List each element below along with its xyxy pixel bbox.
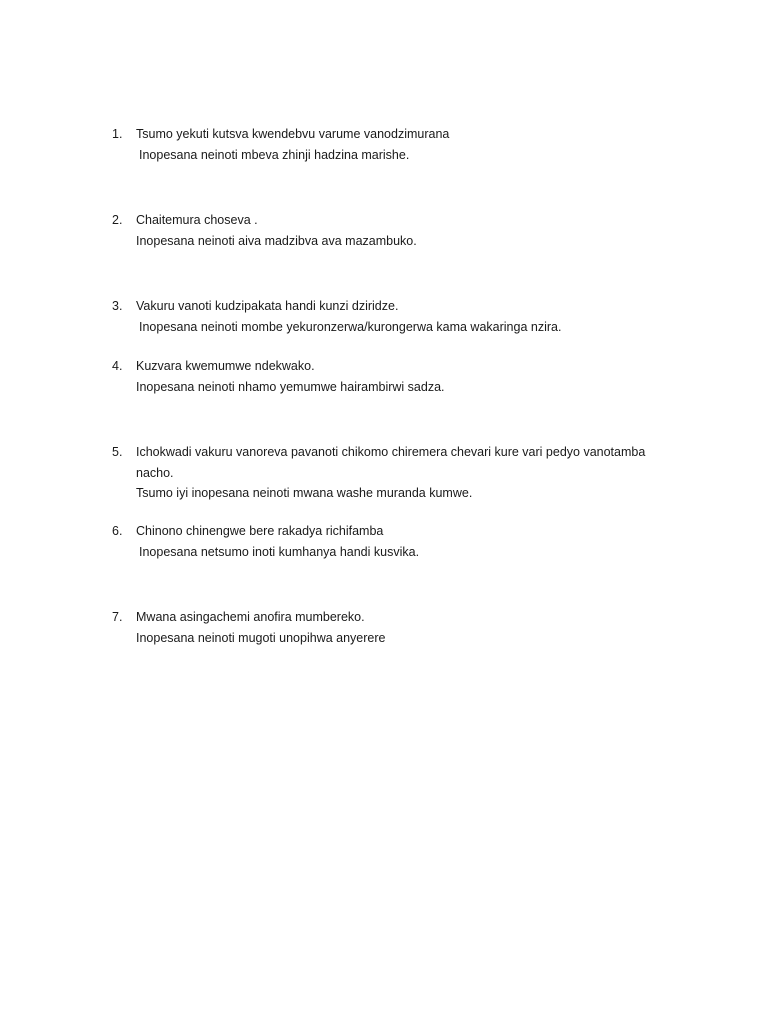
proverb-opposite: Tsumo iyi inopesana neinoti mwana washe muranda kumwe. [136, 486, 473, 500]
proverb-text: Ichokwadi vakuru vanoreva pavanoti chikomo chiremera chevari kure vari pedyo vanotamba [136, 445, 646, 459]
proverb-text: Vakuru vanoti kudzipakata handi kunzi dziridze. [136, 299, 399, 313]
item-number: 3. [112, 299, 123, 313]
item-number: 2. [112, 213, 123, 227]
proverb-text: Kuzvara kwemumwe ndekwako. [136, 359, 315, 373]
proverb-text: Chaitemura choseva . [136, 213, 258, 227]
proverb-text-continued: nacho. [136, 465, 174, 480]
item-number: 7. [112, 610, 123, 624]
proverb-opposite: Inopesana neinoti mugoti unopihwa anyerere [136, 630, 386, 645]
item-number: 1. [112, 127, 123, 141]
proverb-text: Chinono chinengwe bere rakadya richifamba [136, 524, 384, 538]
proverb-opposite: Inopesana neinoti aiva madzibva ava mazambuko. [136, 233, 417, 248]
item-number: 4. [112, 359, 123, 373]
proverb-opposite: Inopesana neinoti mbeva zhinji hadzina marishe. [139, 147, 410, 162]
proverb-text: Tsumo yekuti kutsva kwendebvu varume vanodzimurana [136, 127, 450, 141]
proverb-opposite: Inopesana netsumo inoti kumhanya handi kusvika. [139, 544, 420, 559]
proverb-text: Mwana asingachemi anofira mumbereko. [136, 610, 365, 624]
proverb-opposite: Inopesana neinoti mombe yekuronzerwa/kurongerwa kama wakaringa nzira. [139, 319, 562, 334]
item-number: 6. [112, 524, 123, 538]
item-number: 5. [112, 445, 123, 459]
proverb-opposite: Inopesana neinoti nhamo yemumwe hairambirwi sadza. [136, 379, 445, 394]
